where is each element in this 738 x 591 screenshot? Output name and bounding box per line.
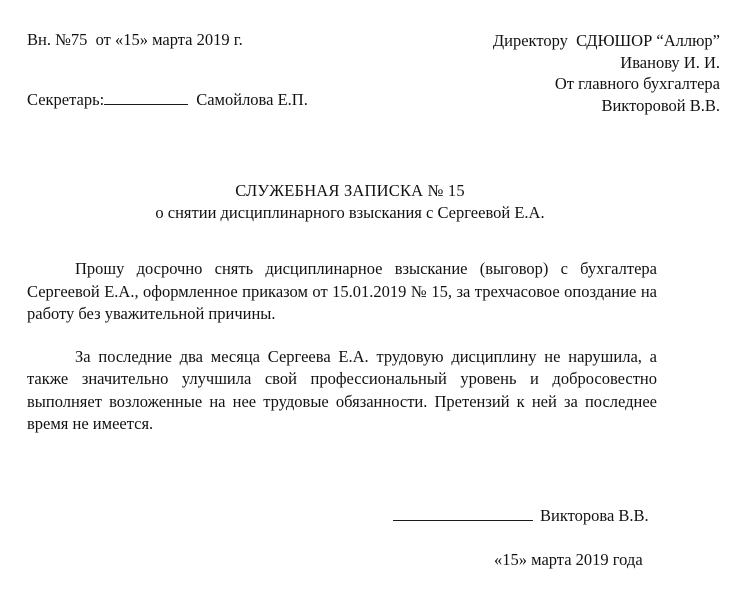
document-title-block	[0, 180, 700, 224]
page-subtitle: о снятии дисциплинарного взыскания с Сергеевой Е.А.	[155, 203, 545, 222]
secretary-name: Самойлова Е.П.	[196, 90, 308, 109]
page-title: СЛУЖЕБНАЯ ЗАПИСКА № 15	[235, 181, 465, 200]
secretary-label: Секретарь:	[27, 90, 105, 109]
sender-name-line: Викторовой В.В.	[601, 95, 720, 115]
addressee-director-line: Директору СДЮШОР “Аллюр”	[492, 31, 720, 50]
secretary-signature-blank[interactable]	[104, 90, 188, 105]
document-reference-number: Вн. №75 от «15» марта 2019 г.	[27, 30, 243, 49]
header-left-block	[27, 30, 407, 110]
sender-position-line: От главного бухгалтера	[554, 74, 720, 93]
document-body	[27, 258, 657, 436]
signature-line	[0, 505, 738, 527]
addressee-director-name: Иванову И. И.	[620, 52, 720, 72]
signature-block	[0, 505, 738, 571]
body-paragraph-2: За последние два месяца Сергеева Е.А. трудовую дисциплину не нарушила, а также значительно улучшила свой профессиональный уровень и добросовестно выполняет возложенные на нее трудовые обязанности. Претензий к ней за последнее время не имеется.	[27, 346, 657, 433]
signature-blank[interactable]	[393, 507, 533, 521]
body-paragraph-1: Прошу досрочно снять дисциплинарное взыскание (выговор) с бухгалтера Сергеевой Е.А., оформленное приказом от 15.01.2019 № 15, за трехчасовое опоздание на работу без уважительной причины.	[27, 259, 657, 323]
signature-date: «15» марта 2019 года	[494, 550, 643, 569]
signatory-name: Викторова В.В.	[540, 506, 649, 525]
secretary-signature-line	[27, 90, 407, 110]
document-header	[0, 30, 738, 140]
header-addressee-block	[390, 30, 720, 116]
